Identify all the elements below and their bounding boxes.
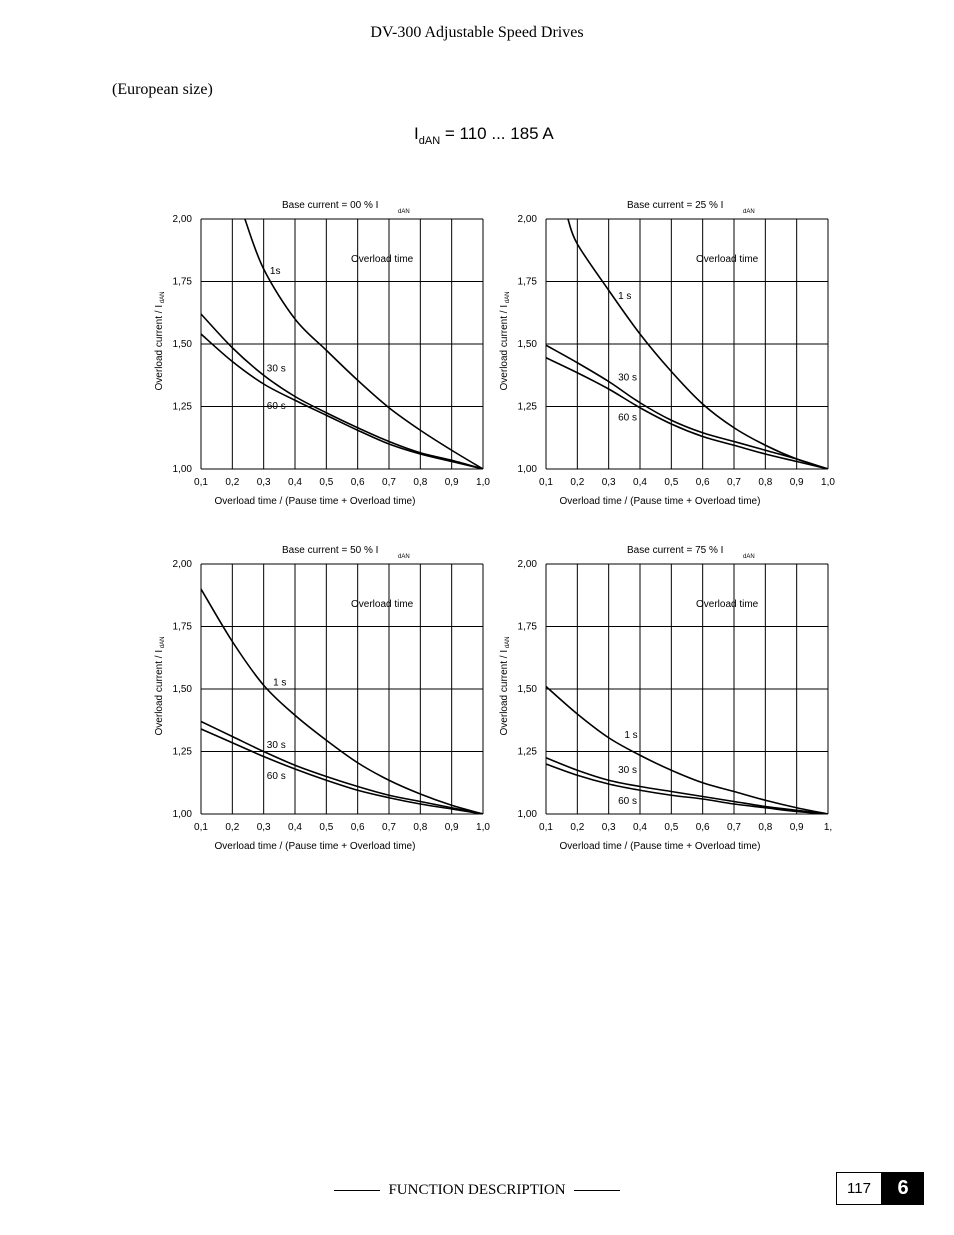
series-label-1: 1 s bbox=[618, 291, 632, 302]
chart-title: Base current = 75 % I bbox=[627, 545, 724, 556]
size-note: (European size) bbox=[112, 81, 213, 98]
chart-title: Base current = 25 % I bbox=[627, 200, 724, 211]
overload-time-annotation: Overload time bbox=[351, 599, 414, 610]
x-tick-label: 0,6 bbox=[695, 477, 710, 488]
x-tick-label: 1, bbox=[823, 822, 833, 833]
x-tick-label: 0,4 bbox=[288, 822, 302, 833]
x-tick-label: 0,5 bbox=[664, 477, 679, 488]
x-tick-label: 0,5 bbox=[319, 822, 334, 833]
x-tick-label: 0,6 bbox=[350, 822, 365, 833]
x-tick-label: 0,3 bbox=[601, 477, 616, 488]
overload-time-annotation: Overload time bbox=[696, 599, 759, 610]
series-label-2: 30 s bbox=[618, 764, 637, 776]
page-footer bbox=[0, 1182, 954, 1199]
x-tick-label: 0,5 bbox=[664, 822, 679, 833]
y-tick-label: 1,25 bbox=[517, 401, 537, 413]
chapter-tab: 6 bbox=[882, 1172, 924, 1205]
series-curve-1 bbox=[201, 589, 483, 814]
y-axis-label-subscript: dAN bbox=[505, 291, 511, 305]
x-tick-label: 0,4 bbox=[633, 822, 647, 833]
page-number: 117 bbox=[836, 1172, 882, 1205]
y-tick-label: 2,00 bbox=[517, 559, 537, 570]
x-tick-label: 0,9 bbox=[444, 477, 459, 488]
formula-subscript: dAN bbox=[418, 135, 441, 147]
series-curve-3 bbox=[546, 358, 828, 469]
x-tick-label: 0,9 bbox=[789, 477, 804, 488]
overload-time-annotation: Overload time bbox=[351, 254, 414, 265]
footer-rule-right bbox=[574, 1190, 620, 1191]
series-label-1: 1s bbox=[269, 266, 281, 277]
y-tick-label: 1,25 bbox=[172, 746, 192, 758]
x-tick-label: 0,8 bbox=[758, 822, 773, 833]
series-label-1: 1 s bbox=[273, 677, 287, 689]
x-tick-label: 1,0 bbox=[476, 477, 490, 488]
series-curve-3 bbox=[201, 334, 483, 469]
y-tick-label: 1,50 bbox=[517, 339, 537, 350]
chart-panel-1 bbox=[154, 200, 490, 507]
chart-title-subscript: dAN bbox=[743, 554, 755, 560]
x-tick-label: 0,2 bbox=[225, 477, 240, 488]
x-tick-label: 0,6 bbox=[350, 477, 365, 488]
x-tick-label: 0,6 bbox=[695, 822, 710, 833]
x-tick-label: 0,7 bbox=[727, 822, 741, 833]
x-tick-label: 0,1 bbox=[539, 477, 553, 488]
x-tick-label: 0,1 bbox=[539, 822, 553, 833]
chart-title-subscript: dAN bbox=[398, 554, 410, 560]
series-label-2: 30 s bbox=[266, 739, 286, 751]
chart-panel-4 bbox=[499, 545, 832, 852]
x-tick-label: 0,8 bbox=[413, 477, 428, 488]
x-tick-label: 0,7 bbox=[382, 822, 396, 833]
x-tick-label: 0,9 bbox=[444, 822, 459, 833]
chart-panel-3 bbox=[154, 545, 490, 852]
y-axis-label: Overload current / I $_{dAN}$ bbox=[154, 291, 166, 391]
chart-title-subscript: dAN bbox=[398, 209, 410, 215]
y-tick-label: 1,75 bbox=[517, 621, 537, 633]
y-axis-label-subscript: dAN bbox=[160, 636, 166, 650]
series-curve-2 bbox=[201, 314, 483, 469]
series-label-1: 1 s bbox=[624, 729, 638, 741]
series-label-3: 60 s bbox=[266, 401, 286, 412]
y-tick-label: 1,75 bbox=[172, 276, 192, 288]
series-curve-2 bbox=[546, 345, 828, 469]
x-tick-label: 0,7 bbox=[382, 477, 396, 488]
x-tick-label: 0,8 bbox=[413, 822, 428, 833]
y-axis-label: Overload current / I $_{dAN}$ bbox=[499, 636, 511, 736]
y-tick-label: 1,00 bbox=[172, 809, 192, 820]
x-tick-label: 0,5 bbox=[319, 477, 334, 488]
series-label-3: 60 s bbox=[618, 796, 637, 807]
chart-title-subscript: dAN bbox=[743, 209, 755, 215]
y-tick-label: 2,00 bbox=[172, 214, 192, 225]
x-tick-label: 0,3 bbox=[256, 822, 271, 833]
footer-label: FUNCTION DESCRIPTION bbox=[388, 1182, 566, 1198]
y-tick-label: 1,50 bbox=[172, 339, 192, 350]
y-tick-label: 1,75 bbox=[172, 621, 192, 633]
series-label-2: 30 s bbox=[618, 372, 637, 384]
y-tick-label: 2,00 bbox=[517, 214, 537, 225]
footer-rule-left bbox=[334, 1190, 380, 1191]
series-curve-2 bbox=[201, 722, 483, 815]
y-tick-label: 2,00 bbox=[172, 559, 192, 570]
x-tick-label: 0,3 bbox=[256, 477, 271, 488]
x-axis-label: Overload time / (Pause time + Overload time) bbox=[214, 841, 416, 852]
page-header: DV-300 Adjustable Speed Drives bbox=[370, 24, 584, 41]
formula-symbol: I bbox=[414, 124, 419, 143]
x-axis-label: Overload time / (Pause time + Overload time) bbox=[559, 841, 761, 852]
x-tick-label: 1,0 bbox=[821, 477, 835, 488]
y-tick-label: 1,50 bbox=[172, 684, 192, 695]
y-tick-label: 1,75 bbox=[517, 276, 537, 288]
y-tick-label: 1,00 bbox=[517, 464, 537, 475]
chart-title: Base current = 50 % I bbox=[282, 545, 379, 556]
series-curve-3 bbox=[546, 764, 828, 814]
chart-title: Base current = 00 % I bbox=[282, 200, 379, 211]
formula-range: = 110 ... 185 A bbox=[444, 124, 554, 143]
series-curve-1 bbox=[546, 687, 828, 815]
x-axis-label: Overload time / (Pause time + Overload time) bbox=[214, 496, 416, 507]
y-axis-label-subscript: dAN bbox=[505, 636, 511, 650]
y-axis-label: Overload current / I $_{dAN}$ bbox=[154, 636, 166, 736]
y-tick-label: 1,25 bbox=[517, 746, 537, 758]
x-tick-label: 0,9 bbox=[789, 822, 804, 833]
series-label-3: 60 s bbox=[618, 412, 637, 424]
x-tick-label: 0,7 bbox=[727, 477, 741, 488]
overload-time-annotation: Overload time bbox=[696, 254, 759, 265]
series-label-2: 30 s bbox=[266, 363, 286, 375]
x-tick-label: 0,1 bbox=[194, 477, 208, 488]
y-tick-label: 1,25 bbox=[172, 401, 192, 413]
x-tick-label: 0,1 bbox=[194, 822, 208, 833]
y-tick-label: 1,50 bbox=[517, 684, 537, 695]
x-tick-label: 0,2 bbox=[570, 822, 585, 833]
x-tick-label: 0,8 bbox=[758, 477, 773, 488]
x-tick-label: 0,2 bbox=[225, 822, 240, 833]
x-tick-label: 0,4 bbox=[633, 477, 647, 488]
y-axis-label: Overload current / I $_{dAN}$ bbox=[499, 291, 511, 391]
x-tick-label: 0,4 bbox=[288, 477, 302, 488]
y-tick-label: 1,00 bbox=[517, 809, 537, 820]
x-tick-label: 1,0 bbox=[476, 822, 490, 833]
x-axis-label: Overload time / (Pause time + Overload time) bbox=[559, 496, 761, 507]
series-label-3: 60 s bbox=[266, 771, 286, 782]
x-tick-label: 0,3 bbox=[601, 822, 616, 833]
chart-panel-2 bbox=[499, 200, 835, 507]
y-axis-label-subscript: dAN bbox=[160, 291, 166, 305]
y-tick-label: 1,00 bbox=[172, 464, 192, 475]
x-tick-label: 0,2 bbox=[570, 477, 585, 488]
